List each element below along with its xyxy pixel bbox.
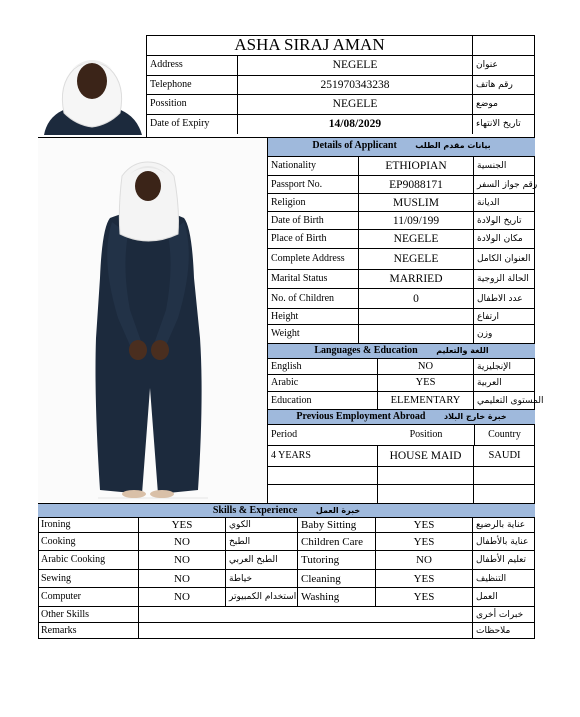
contact-value: NEGELE xyxy=(238,95,473,115)
skill-label: Arabic Cooking xyxy=(38,551,139,570)
employment-section-header xyxy=(268,409,535,425)
applicant-label-ar: الجنسية xyxy=(474,157,535,176)
language-label-ar: العربية xyxy=(474,375,535,392)
contact-label-ar: تاريخ الانتهاء xyxy=(476,119,521,130)
contact-label-ar: موضع xyxy=(473,95,535,115)
skill-value: NO xyxy=(139,588,226,607)
skill-label-ar: عناية بالرضيع xyxy=(473,518,535,533)
applicant-label: Weight xyxy=(268,325,359,343)
contact-label-ar: رقم هاتف xyxy=(473,76,535,96)
contact-label-ar: عنوان xyxy=(473,56,535,76)
applicant-label-ar: الحالة الزوجية xyxy=(474,270,535,289)
skill-label: Tutoring xyxy=(298,551,376,570)
employment-period: 4 YEARS xyxy=(268,445,378,466)
applicant-label: Passport No. xyxy=(268,176,359,194)
languages-section-title-ar: اللغة والتعليم xyxy=(436,346,489,355)
employment-country xyxy=(474,484,535,503)
applicant-name: ASHA SIRAJ AMAN xyxy=(147,35,473,56)
applicant-value xyxy=(359,309,474,325)
language-label: English xyxy=(268,359,378,375)
applicant-label: Marital Status xyxy=(268,270,359,289)
applicant-section-title-ar: بيانات مقدم الطلب xyxy=(415,141,491,150)
employment-country xyxy=(474,466,535,484)
language-value: YES xyxy=(378,375,474,392)
applicant-label-ar: عدد الاطفال xyxy=(474,289,535,309)
employment-position: HOUSE MAID xyxy=(378,445,474,466)
applicant-label: Date of Birth xyxy=(268,212,359,230)
employment-country-header: Country xyxy=(488,429,521,440)
applicant-label-ar: الديانة xyxy=(474,194,535,212)
skills-section-header xyxy=(38,503,535,518)
skill-label: Computer xyxy=(38,588,139,607)
applicant-label-ar: مكان الولادة xyxy=(474,230,535,249)
employment-section-title-ar: خبرة خارج البلاد xyxy=(443,412,507,421)
language-label-ar: المستوى التعليمي xyxy=(477,395,544,406)
languages-section-title: Languages & Education xyxy=(314,345,418,356)
skill-label: Cleaning xyxy=(298,570,376,588)
applicant-label-ar: تاريخ الولادة xyxy=(474,212,535,230)
languages-section-header xyxy=(268,343,535,359)
remarks-value xyxy=(139,623,473,639)
skill-label-ar: التنظيف xyxy=(473,570,535,588)
skill-value: YES xyxy=(376,570,473,588)
skill-value: YES xyxy=(376,588,473,607)
applicant-label: Height xyxy=(268,309,359,325)
applicant-label: Complete Address xyxy=(268,249,359,270)
small-photo xyxy=(38,35,147,138)
applicant-label: No. of Children xyxy=(268,289,359,309)
employment-country: SAUDI xyxy=(474,445,535,466)
skill-label-ar: استخدام الكمبيوتر xyxy=(226,588,298,607)
applicant-value: EP9088171 xyxy=(359,176,474,194)
contact-value: NEGELE xyxy=(238,56,473,76)
skill-label-ar: خياطة xyxy=(226,570,298,588)
skill-value: YES xyxy=(376,518,473,533)
employment-col-divider xyxy=(474,425,475,445)
other-skills-label-ar: خبرات أخرى xyxy=(473,607,535,623)
skill-label-ar: الكوي xyxy=(226,518,298,533)
skill-value: NO xyxy=(376,551,473,570)
skill-label: Cooking xyxy=(38,533,139,551)
header-blank xyxy=(473,35,535,56)
skill-label-ar: الطبخ العربي xyxy=(226,551,298,570)
applicant-value: NEGELE xyxy=(359,249,474,270)
person-full-body-icon xyxy=(38,138,267,502)
skill-label-ar: الطبخ xyxy=(226,533,298,551)
applicant-label: Religion xyxy=(268,194,359,212)
skill-value: NO xyxy=(139,570,226,588)
skill-label-ar: العمل xyxy=(473,588,535,607)
skill-label: Children Care xyxy=(298,533,376,551)
applicant-value: 11/09/199 xyxy=(359,212,474,230)
applicant-section-title: Details of Applicant xyxy=(312,140,397,151)
employment-position xyxy=(378,466,474,484)
employment-section-title: Previous Employment Abroad xyxy=(296,411,426,422)
employment-position xyxy=(378,484,474,503)
language-label: Education xyxy=(268,392,378,409)
other-skills-label: Other Skills xyxy=(38,607,139,623)
employment-period xyxy=(268,484,378,503)
employment-period-header: Period xyxy=(271,429,298,440)
applicant-label-ar: العنوان الكامل xyxy=(474,249,535,270)
applicant-value xyxy=(359,325,474,343)
skill-value: NO xyxy=(139,551,226,570)
skill-label-ar: تعليم الأطفال xyxy=(473,551,535,570)
full-photo xyxy=(38,138,268,503)
applicant-value: MUSLIM xyxy=(359,194,474,212)
skill-value: NO xyxy=(139,533,226,551)
applicant-value: NEGELE xyxy=(359,230,474,249)
employment-period xyxy=(268,466,378,484)
remarks-label-ar: ملاحظات xyxy=(476,626,511,636)
language-value: NO xyxy=(378,359,474,375)
skill-value: YES xyxy=(139,518,226,533)
applicant-value: ETHIOPIAN xyxy=(359,157,474,176)
other-skills-value xyxy=(139,607,473,623)
language-label: Arabic xyxy=(268,375,378,392)
contact-label: Date of Expiry xyxy=(147,115,238,135)
skill-label: Sewing xyxy=(38,570,139,588)
skill-label: Baby Sitting xyxy=(298,518,376,533)
skill-value: YES xyxy=(376,533,473,551)
skills-section-title: Skills & Experience xyxy=(212,505,298,516)
remarks-label: Remarks xyxy=(38,623,139,639)
person-portrait-icon xyxy=(38,35,146,137)
skill-label: Ironing xyxy=(38,518,139,533)
contact-label: Possition xyxy=(147,95,238,115)
applicant-section-header xyxy=(268,138,535,157)
applicant-label-ar: رقم جواز السفر xyxy=(474,176,535,194)
applicant-value: 0 xyxy=(359,289,474,309)
skills-section-title-ar: خبرة العمل xyxy=(315,506,361,515)
contact-value: 14/08/2029 xyxy=(238,115,473,135)
contact-label: Address xyxy=(147,56,238,76)
applicant-value: MARRIED xyxy=(359,270,474,289)
skill-label-ar: عناية بالأطفال xyxy=(473,533,535,551)
skill-label: Washing xyxy=(298,588,376,607)
applicant-label-ar: ارتفاع xyxy=(474,309,535,325)
applicant-label: Place of Birth xyxy=(268,230,359,249)
language-value: ELEMENTARY xyxy=(378,392,474,409)
contact-value: 251970343238 xyxy=(238,76,473,96)
language-label-ar: الإنجليزية xyxy=(474,359,535,375)
contact-label: Telephone xyxy=(147,76,238,96)
employment-position-header: Position xyxy=(409,429,443,440)
applicant-label-ar: وزن xyxy=(477,329,493,339)
applicant-label: Nationality xyxy=(268,157,359,176)
